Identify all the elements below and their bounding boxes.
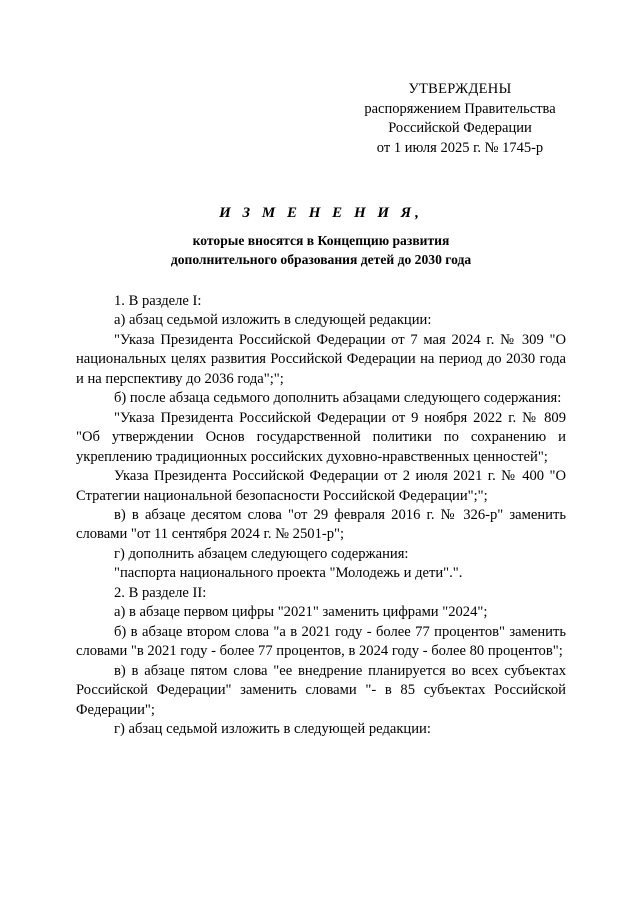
paragraph: б) после абзаца седьмого дополнить абзацами следующего содержания:	[114, 390, 562, 407]
paragraph: а) в абзаце первом цифры "2021" заменить цифрами "2024";	[114, 604, 488, 621]
paragraph: г) абзац седьмой изложить в следующей редакции:	[114, 720, 431, 737]
paragraph: "паспорта национального проекта "Молодежь и дети".".	[114, 565, 463, 582]
paragraph: а) абзац седьмой изложить в следующей редакции:	[114, 312, 432, 329]
document-body	[76, 292, 566, 739]
paragraph: Указа Президента Российской Федерации от 2 июля 2021 г. № 400 "О Стратегии национальной безопасности Российской Федерации";";	[76, 468, 566, 504]
document-title: И З М Е Н Е Н И Я,	[219, 205, 423, 221]
paragraph: 1. В разделе I:	[114, 293, 202, 309]
approval-line-3: от 1 июля 2025 г. № 1745-р	[376, 139, 544, 156]
paragraph: "Указа Президента Российской Федерации от 7 мая 2024 г. № 309 "О национальных целях развития Российской Федерации на период до 2030 года и на перспективу до 2036 года";";	[76, 331, 566, 387]
paragraph: в) в абзаце десятом слова "от 29 февраля 2016 г. № 326-р" заменить словами "от 11 сентября 2024 г. № 2501-р";	[76, 506, 566, 543]
approval-line-2: Российской Федерации	[388, 120, 532, 136]
approval-block	[342, 80, 578, 158]
document-subtitle	[76, 231, 566, 269]
paragraph: "Указа Президента Российской Федерации от 9 ноября 2022 г. № 809 "Об утверждении Основ государственной политики по сохранению и укреплению традиционных российских духовно-нравственных ценностей";	[76, 409, 566, 465]
approval-heading: УТВЕРЖДЕНЫ	[408, 81, 512, 97]
document-subtitle-line-2: дополнительного образования детей до 2030 года	[170, 252, 472, 267]
paragraph: г) дополнить абзацем следующего содержания:	[114, 545, 409, 562]
paragraph: б) в абзаце втором слова "а в 2021 году - более 77 процентов" заменить словами "в 2021 году - более 77 процентов, в 2024 году - более 80 процентов";	[76, 623, 566, 660]
paragraph: в) в абзаце пятом слова "ее внедрение планируется во всех субъектах Российской Федерации" заменить словами "- в 85 субъектах Российской Федерации";	[76, 662, 566, 718]
document-subtitle-line-1: которые вносятся в Концепцию развития	[192, 233, 450, 248]
paragraph: 2. В разделе II:	[114, 584, 207, 601]
approval-line-1: распоряжением Правительства	[364, 100, 556, 117]
